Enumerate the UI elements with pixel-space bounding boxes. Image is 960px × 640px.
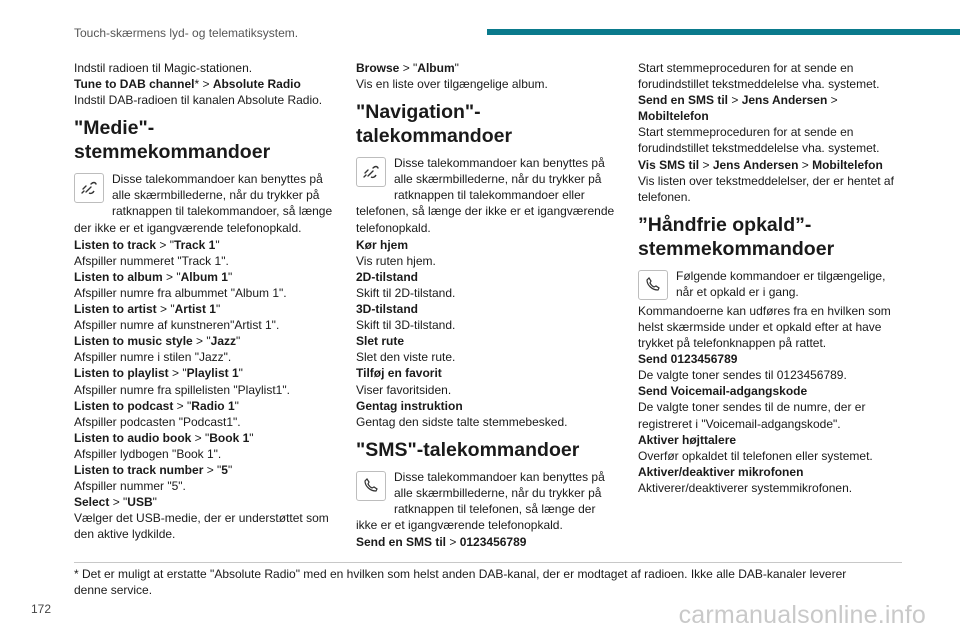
header-accent-bar bbox=[487, 29, 960, 35]
voice-command-icon bbox=[356, 157, 386, 187]
navigation-description: Slet den viste rute. bbox=[356, 350, 456, 365]
navigation-description: Skift til 2D-tilstand. bbox=[356, 285, 456, 300]
sms-note bbox=[356, 469, 618, 533]
intro-text: Indstil radioen til Magic-stationen. bbox=[74, 61, 253, 75]
navigation-command: Slet rute bbox=[356, 334, 405, 349]
vis-target: Mobiltelefon bbox=[812, 157, 883, 172]
sms-command-line: Send en SMS til > 0123456789 bbox=[356, 535, 527, 550]
handsfree-description: De valgte toner sendes til de numre, der er registreret i "Voicemail-adgangskode". bbox=[638, 400, 866, 431]
page-number: 172 bbox=[31, 602, 52, 616]
handsfree-intro: Kommandoerne kan udføres fra en hvilken som helst skærmside under et opkald efter at have trykket på telefonknappen på rattet. bbox=[638, 303, 891, 351]
vis-description: Vis listen over tekstmeddelelser, der er hentet af telefonen. bbox=[638, 173, 894, 204]
dab-argument: Absolute Radio bbox=[212, 77, 301, 92]
navigation-note bbox=[356, 155, 618, 235]
footnote-divider bbox=[74, 562, 902, 563]
sms-command: Send en SMS til bbox=[356, 535, 447, 550]
dab-command-line bbox=[74, 76, 336, 92]
vis-command-line: Vis SMS til > Jens Andersen > Mobiltelefon bbox=[638, 157, 883, 172]
media-argument: Radio 1 bbox=[191, 398, 235, 413]
media-command-line: Select > "USB" bbox=[74, 495, 157, 510]
browse-command: Browse bbox=[356, 61, 400, 75]
media-description: Afspiller numre af kunstneren"Artist 1". bbox=[74, 318, 280, 333]
media-command: Listen to track number bbox=[74, 462, 204, 477]
column-1 bbox=[74, 60, 336, 542]
media-description: Afspiller nummeret "Track 1". bbox=[74, 253, 229, 268]
vis-command: Vis SMS til bbox=[638, 157, 700, 172]
media-argument: Playlist 1 bbox=[186, 366, 239, 381]
media-description: Afspiller nummer "5". bbox=[74, 479, 186, 494]
sms2-name: Jens Andersen bbox=[741, 93, 828, 108]
media-argument: Artist 1 bbox=[174, 302, 216, 317]
media-argument: 5 bbox=[221, 462, 228, 477]
navigation-note-text: Disse talekommandoer kan benyttes på alle skærmbillederne, når du trykker på ratknappen til talekommandoer eller telefonen, så længe der ikke er et igangværende telefonopkald. bbox=[356, 156, 615, 235]
media-command-line: Listen to podcast > "Radio 1" bbox=[74, 398, 239, 413]
media-description: Afspiller numre fra spillelisten "Playlist1". bbox=[74, 382, 290, 397]
media-command: Listen to playlist bbox=[74, 366, 169, 381]
dab-description: Indstil DAB-radioen til kanalen Absolute Radio. bbox=[74, 93, 323, 108]
media-command: Listen to track bbox=[74, 237, 157, 252]
navigation-command: 3D-tilstand bbox=[356, 302, 419, 317]
handsfree-note bbox=[638, 268, 900, 302]
browse-argument: Album bbox=[417, 61, 455, 75]
media-command-line: Listen to track number > "5" bbox=[74, 462, 233, 477]
media-description: Afspiller podcasten "Podcast1". bbox=[74, 414, 241, 429]
media-description: Afspiller lydbogen "Book 1". bbox=[74, 446, 222, 461]
sms-heading: "SMS"-talekommandoer bbox=[356, 438, 580, 461]
handsfree-note-text: Følgende kommandoer er tilgængelige, når et opkald er i gang. bbox=[676, 268, 886, 299]
media-command-line: Listen to audio book > "Book 1" bbox=[74, 430, 254, 445]
sms2-command-line: Send en SMS til > Jens Andersen > Mobiltelefon bbox=[638, 93, 838, 124]
navigation-command: Gentag instruktion bbox=[356, 398, 463, 413]
sms2-command: Send en SMS til bbox=[638, 93, 729, 108]
media-argument: USB bbox=[127, 495, 153, 510]
browse-line: Browse > "Album" bbox=[356, 61, 459, 75]
media-note-text: Disse talekommandoer kan benyttes på alle skærmbillederne, når du trykker på ratknappen til talekommandoer, så længe der ikke er et igangværende telefonopkald. bbox=[74, 172, 333, 235]
navigation-command: Kør hjem bbox=[356, 237, 409, 252]
media-description: Afspiller numre fra albummet "Album 1". bbox=[74, 285, 287, 300]
media-description: Vælger det USB-medie, der er understøttet som den aktive lydkilde. bbox=[74, 511, 329, 542]
sms-note-text: Disse talekommandoer kan benyttes på alle skærmbillederne, når du trykker på ratknappen til telefonen, så længe der ikke er et igangværende telefonopkald. bbox=[356, 469, 605, 533]
handsfree-command: Aktiver højttalere bbox=[638, 432, 737, 447]
media-command-line: Listen to track > "Track 1" bbox=[74, 237, 220, 252]
media-command: Listen to podcast bbox=[74, 398, 174, 413]
column-3 bbox=[638, 60, 900, 496]
media-argument: Book 1 bbox=[209, 430, 250, 445]
sms-argument: 0123456789 bbox=[459, 535, 527, 550]
media-argument: Album 1 bbox=[180, 269, 228, 284]
watermark: carmanualsonline.info bbox=[678, 601, 926, 629]
navigation-command-list bbox=[356, 237, 618, 430]
navigation-description: Skift til 3D-tilstand. bbox=[356, 318, 456, 333]
footnote: * Det er muligt at erstatte "Absolute Radio" med en hvilken som helst anden DAB-kanal, der er modtaget af radioen. Ikke alle DAB-kanaler leverer denne service. bbox=[74, 567, 847, 597]
navigation-heading: "Navigation"-talekommandoer bbox=[356, 101, 513, 148]
media-command: Listen to audio book bbox=[74, 430, 192, 445]
voice-command-icon bbox=[74, 173, 104, 203]
media-command: Listen to artist bbox=[74, 302, 157, 317]
dab-footnote-marker: * > bbox=[194, 77, 213, 92]
media-command-line: Listen to music style > "Jazz" bbox=[74, 334, 241, 349]
navigation-description: Vis ruten hjem. bbox=[356, 253, 436, 268]
media-command: Listen to album bbox=[74, 269, 163, 284]
handsfree-command: Send 0123456789 bbox=[638, 352, 738, 367]
media-command-list bbox=[74, 237, 336, 543]
handsfree-command: Aktiver/deaktiver mikrofonen bbox=[638, 464, 804, 479]
navigation-command: Tilføj en favorit bbox=[356, 366, 442, 381]
handsfree-description: De valgte toner sendes til 0123456789. bbox=[638, 368, 847, 383]
vis-name: Jens Andersen bbox=[712, 157, 799, 172]
media-command: Listen to music style bbox=[74, 334, 193, 349]
sms-description-1: Start stemmeproceduren for at sende en forudindstillet tekstmeddelelse vha. systemet. bbox=[638, 61, 880, 92]
media-heading: "Medie"-stemmekommandoer bbox=[74, 117, 271, 164]
media-argument: Track 1 bbox=[173, 237, 216, 252]
sms-description-2: Start stemmeproceduren for at sende en forudindstillet tekstmeddelelse vha. systemet. bbox=[638, 125, 880, 156]
navigation-description: Gentag den sidste talte stemmebesked. bbox=[356, 414, 568, 429]
media-command-line: Listen to playlist > "Playlist 1" bbox=[74, 366, 243, 381]
browse-description: Vis en liste over tilgængelige album. bbox=[356, 77, 548, 92]
media-note bbox=[74, 171, 336, 235]
media-argument: Jazz bbox=[210, 334, 236, 349]
handsfree-description: Overfør opkaldet til telefonen eller systemet. bbox=[638, 448, 873, 463]
handsfree-description: Aktiverer/deaktiverer systemmikrofonen. bbox=[638, 480, 853, 495]
column-2 bbox=[356, 60, 618, 550]
dab-command: Tune to DAB channel bbox=[74, 77, 195, 92]
media-command-line: Listen to artist > "Artist 1" bbox=[74, 302, 221, 317]
handsfree-heading: ”Håndfrie opkald”-stemmekommandoer bbox=[638, 213, 835, 260]
media-command-line: Listen to album > "Album 1" bbox=[74, 269, 233, 284]
navigation-command: 2D-tilstand bbox=[356, 269, 419, 284]
navigation-description: Viser favoritsiden. bbox=[356, 382, 452, 397]
phone-icon bbox=[638, 270, 668, 300]
phone-icon bbox=[356, 471, 386, 501]
sms2-target: Mobiltelefon bbox=[638, 109, 709, 124]
running-header: Touch-skærmens lyd- og telematiksystem. bbox=[74, 26, 299, 40]
media-command: Select bbox=[74, 495, 110, 510]
handsfree-command: Send Voicemail-adgangskode bbox=[638, 384, 808, 399]
media-description: Afspiller numre i stilen "Jazz". bbox=[74, 350, 232, 365]
handsfree-command-list bbox=[638, 351, 900, 496]
